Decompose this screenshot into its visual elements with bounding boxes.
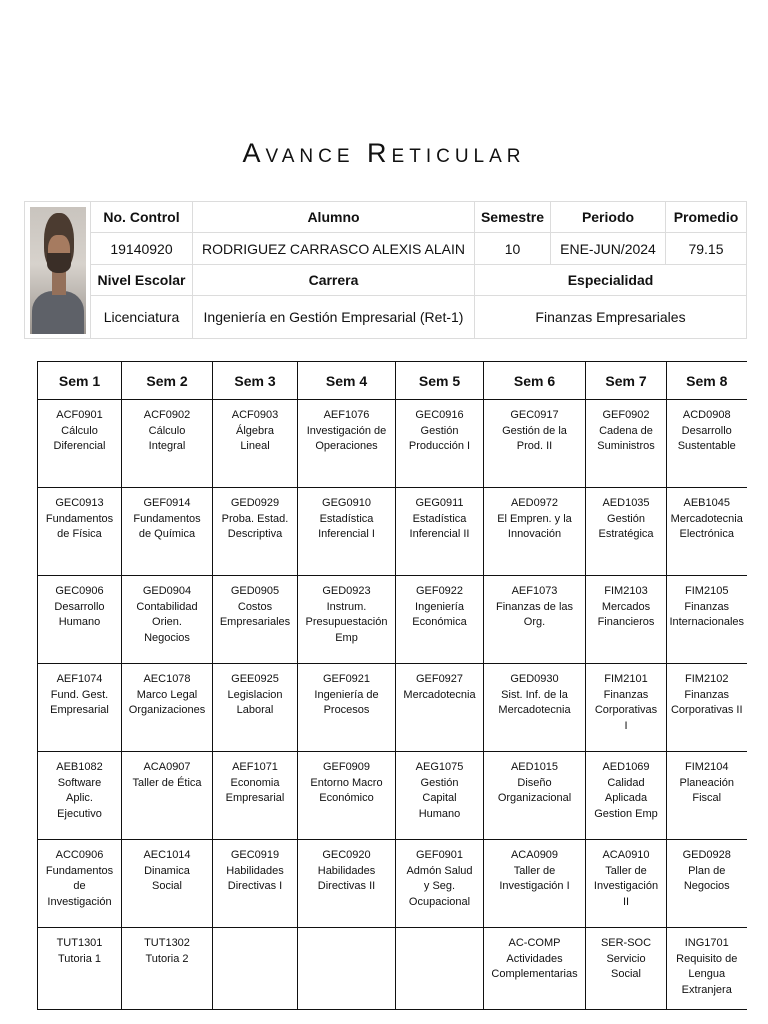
value-promedio: 79.15	[666, 233, 747, 265]
course-cell: AED1069 Calidad Aplicada Gestion Emp	[586, 752, 667, 840]
value-alumno: RODRIGUEZ CARRASCO ALEXIS ALAIN	[193, 233, 475, 265]
course-cell: FIM2103 Mercados Financieros	[586, 576, 667, 664]
course-cell: ACA0910 Taller de Investigación II	[586, 840, 667, 928]
course-cell: AEC1014 Dinamica Social	[122, 840, 213, 928]
semester-header: Sem 8	[667, 362, 747, 400]
course-cell: FIM2105 Finanzas Internacionales	[667, 576, 747, 664]
course-cell	[213, 928, 298, 1010]
course-cell: TUT1302 Tutoria 2	[122, 928, 213, 1010]
course-cell: ACF0902 Cálculo Integral	[122, 400, 213, 488]
course-cell: TUT1301 Tutoria 1	[38, 928, 122, 1010]
value-carrera: Ingeniería en Gestión Empresarial (Ret-1)	[193, 296, 475, 339]
page-title: Avance Reticular	[242, 138, 526, 168]
course-cell: GEG0910 Estadística Inferencial I	[298, 488, 396, 576]
header-alumno: Alumno	[193, 202, 475, 233]
student-photo	[30, 207, 86, 334]
table-row	[38, 664, 747, 752]
course-cell: GEC0919 Habilidades Directivas I	[213, 840, 298, 928]
course-cell: GEF0909 Entorno Macro Económico	[298, 752, 396, 840]
course-cell: AEC1078 Marco Legal Organizaciones	[122, 664, 213, 752]
header-nivel-escolar: Nivel Escolar	[91, 265, 193, 296]
course-cell: ACD0908 Desarrollo Sustentable	[667, 400, 747, 488]
course-cell: GEF0927 Mercadotecnia	[396, 664, 484, 752]
header-no-control: No. Control	[91, 202, 193, 233]
course-cell: ING1701 Requisito de Lengua Extranjera	[667, 928, 747, 1010]
semester-header: Sem 4	[298, 362, 396, 400]
course-cell: ACF0903 Álgebra Lineal	[213, 400, 298, 488]
table-row	[38, 752, 747, 840]
header-especialidad: Especialidad	[475, 265, 747, 296]
course-cell: AC-COMP Actividades Complementarias	[484, 928, 586, 1010]
course-cell: FIM2102 Finanzas Corporativas II	[667, 664, 747, 752]
course-cell: GEC0920 Habilidades Directivas II	[298, 840, 396, 928]
header-carrera: Carrera	[193, 265, 475, 296]
course-cell: GED0904 Contabilidad Orien. Negocios	[122, 576, 213, 664]
student-photo-cell	[25, 202, 91, 339]
course-cell: GEF0922 Ingeniería Económica	[396, 576, 484, 664]
course-cell: FIM2104 Planeación Fiscal	[667, 752, 747, 840]
course-cell	[396, 928, 484, 1010]
semester-header-row	[38, 362, 747, 400]
table-row	[38, 400, 747, 488]
course-cell: GEE0925 Legislacion Laboral	[213, 664, 298, 752]
course-cell: SER-SOC Servicio Social	[586, 928, 667, 1010]
course-cell: AED0972 El Empren. y la Innovación	[484, 488, 586, 576]
semester-header: Sem 6	[484, 362, 586, 400]
course-cell: AED1035 Gestión Estratégica	[586, 488, 667, 576]
header-semestre: Semestre	[475, 202, 551, 233]
course-cell: GED0923 Instrum. Presupuestación Emp	[298, 576, 396, 664]
course-cell: GEF0901 Admón Salud y Seg. Ocupacional	[396, 840, 484, 928]
course-cell: GEG0911 Estadística Inferencial II	[396, 488, 484, 576]
course-cell: AED1015 Diseño Organizacional	[484, 752, 586, 840]
semester-header: Sem 2	[122, 362, 213, 400]
semester-header: Sem 7	[586, 362, 667, 400]
course-cell: ACC0906 Fundamentos de Investigación	[38, 840, 122, 928]
header-promedio: Promedio	[666, 202, 747, 233]
value-semestre: 10	[475, 233, 551, 265]
course-cell: AEB1082 Software Aplic. Ejecutivo	[38, 752, 122, 840]
header-periodo: Periodo	[551, 202, 666, 233]
course-cell: AEG1075 Gestión Capital Humano	[396, 752, 484, 840]
value-nivel-escolar: Licenciatura	[91, 296, 193, 339]
value-especialidad: Finanzas Empresariales	[475, 296, 747, 339]
course-cell: FIM2101 Finanzas Corporativas I	[586, 664, 667, 752]
course-cell: GEC0906 Desarrollo Humano	[38, 576, 122, 664]
table-row	[38, 576, 747, 664]
table-row	[38, 840, 747, 928]
reticula-table	[37, 361, 747, 1010]
table-row	[38, 488, 747, 576]
course-cell: GED0928 Plan de Negocios	[667, 840, 747, 928]
table-row	[38, 928, 747, 1010]
course-cell: ACA0907 Taller de Ética	[122, 752, 213, 840]
student-info-table	[24, 201, 747, 339]
course-cell: GEF0914 Fundamentos de Química	[122, 488, 213, 576]
course-cell: ACF0901 Cálculo Diferencial	[38, 400, 122, 488]
course-cell: AEF1073 Finanzas de las Org.	[484, 576, 586, 664]
course-cell: ACA0909 Taller de Investigación I	[484, 840, 586, 928]
course-cell	[298, 928, 396, 1010]
course-cell: AEF1074 Fund. Gest. Empresarial	[38, 664, 122, 752]
course-cell: GED0905 Costos Empresariales	[213, 576, 298, 664]
course-cell: GEC0917 Gestión de la Prod. II	[484, 400, 586, 488]
value-periodo: ENE-JUN/2024	[551, 233, 666, 265]
course-cell: AEB1045 Mercadotecnia Electrónica	[667, 488, 747, 576]
semester-header: Sem 5	[396, 362, 484, 400]
course-cell: AEF1076 Investigación de Operaciones	[298, 400, 396, 488]
course-cell: GEC0916 Gestión Producción I	[396, 400, 484, 488]
semester-header: Sem 3	[213, 362, 298, 400]
value-no-control: 19140920	[91, 233, 193, 265]
course-cell: AEF1071 Economia Empresarial	[213, 752, 298, 840]
course-cell: GED0929 Proba. Estad. Descriptiva	[213, 488, 298, 576]
semester-header: Sem 1	[38, 362, 122, 400]
course-cell: GEF0902 Cadena de Suministros	[586, 400, 667, 488]
course-cell: GED0930 Sist. Inf. de la Mercadotecnia	[484, 664, 586, 752]
course-cell: GEF0921 Ingeniería de Procesos	[298, 664, 396, 752]
course-cell: GEC0913 Fundamentos de Física	[38, 488, 122, 576]
